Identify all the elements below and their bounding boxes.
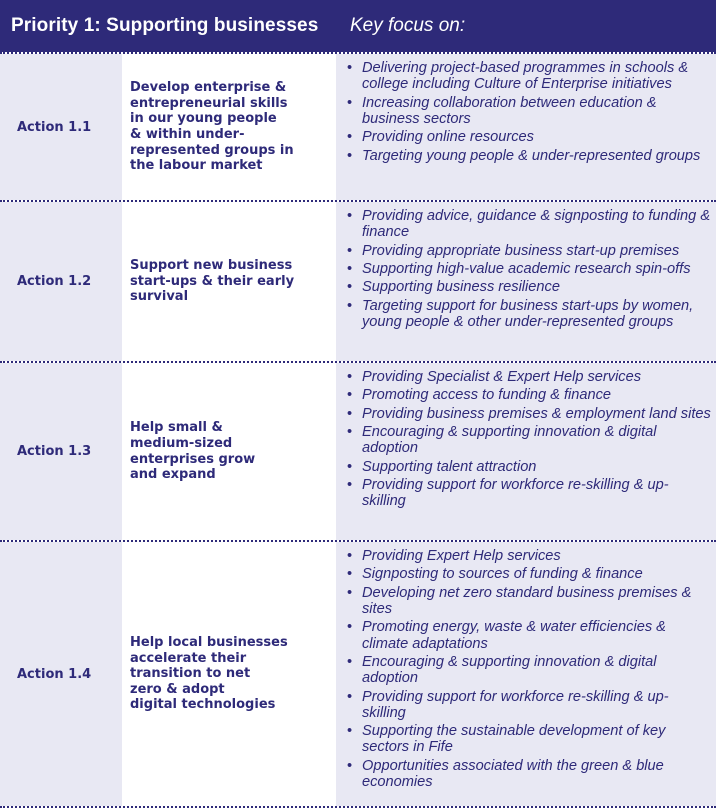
list-item: • Providing support for workforce re-skilling & up-skilling [344,477,712,509]
action-label: Action 1.4 [0,542,122,806]
list-item: • Supporting the sustainable development of key sectors in Fife [344,723,712,755]
list-item: • Providing online resources [344,129,712,145]
action-label: Action 1.2 [0,202,122,361]
key-focus-label: Key focus on: [350,15,466,36]
list-item: • Delivering project-based programmes in schools & college including Culture of Enterprise initiatives [344,60,712,92]
list-item: • Supporting business resilience [344,279,712,295]
action-description-text: Develop enterprise & entrepreneurial skills in our young people & within under- represented groups in the labour market [130,80,294,174]
focus-list [344,60,712,164]
priority-title: Priority 1: Supporting businesses [11,15,319,36]
table-row-action-1-1 [0,52,716,200]
list-item: • Encouraging & supporting innovation & digital adoption [344,654,712,686]
action-label: Action 1.3 [0,363,122,540]
list-item: • Developing net zero standard business premises & sites [344,585,712,617]
list-item: • Providing Specialist & Expert Help services [344,369,712,385]
action-description [122,542,336,806]
list-item: • Encouraging & supporting innovation & digital adoption [344,424,712,456]
table-row-action-1-3 [0,361,716,540]
table-row-action-1-4 [0,540,716,808]
list-item: • Promoting access to funding & finance [344,387,712,403]
list-item: • Promoting energy, waste & water efficiencies & climate adaptations [344,619,712,651]
action-description-text: Help small & medium-sized enterprises grow and expand [130,420,256,483]
focus-list-cell [336,202,716,361]
list-item: • Targeting support for business start-ups by women, young people & other under-represented groups [344,298,712,330]
action-description [122,363,336,540]
list-item: • Providing Expert Help services [344,548,712,564]
list-item: • Providing support for workforce re-skilling & up-skilling [344,689,712,721]
list-item: • Providing appropriate business start-up premises [344,243,712,259]
list-item: • Signposting to sources of funding & finance [344,566,712,582]
action-description [122,202,336,361]
focus-list [344,369,712,510]
list-item: • Opportunities associated with the green & blue economies [344,758,712,790]
focus-list-cell [336,54,716,200]
table-header [0,0,716,52]
focus-list [344,548,712,790]
action-description [122,54,336,200]
focus-list-cell [336,542,716,806]
list-item: • Increasing collaboration between education & business sectors [344,95,712,127]
list-item: • Targeting young people & under-represented groups [344,148,712,164]
list-item: • Providing business premises & employment land sites [344,406,712,422]
list-item: • Supporting high-value academic research spin-offs [344,261,712,277]
action-description-text: Help local businesses accelerate their transition to net zero & adopt digital technologies [130,635,288,713]
focus-list [344,208,712,330]
table-row-action-1-2 [0,200,716,361]
action-description-text: Support new business start-ups & their early survival [130,258,295,305]
list-item: • Supporting talent attraction [344,459,712,475]
list-item: • Providing advice, guidance & signposting to funding & finance [344,208,712,240]
action-label: Action 1.1 [0,54,122,200]
focus-list-cell [336,363,716,540]
